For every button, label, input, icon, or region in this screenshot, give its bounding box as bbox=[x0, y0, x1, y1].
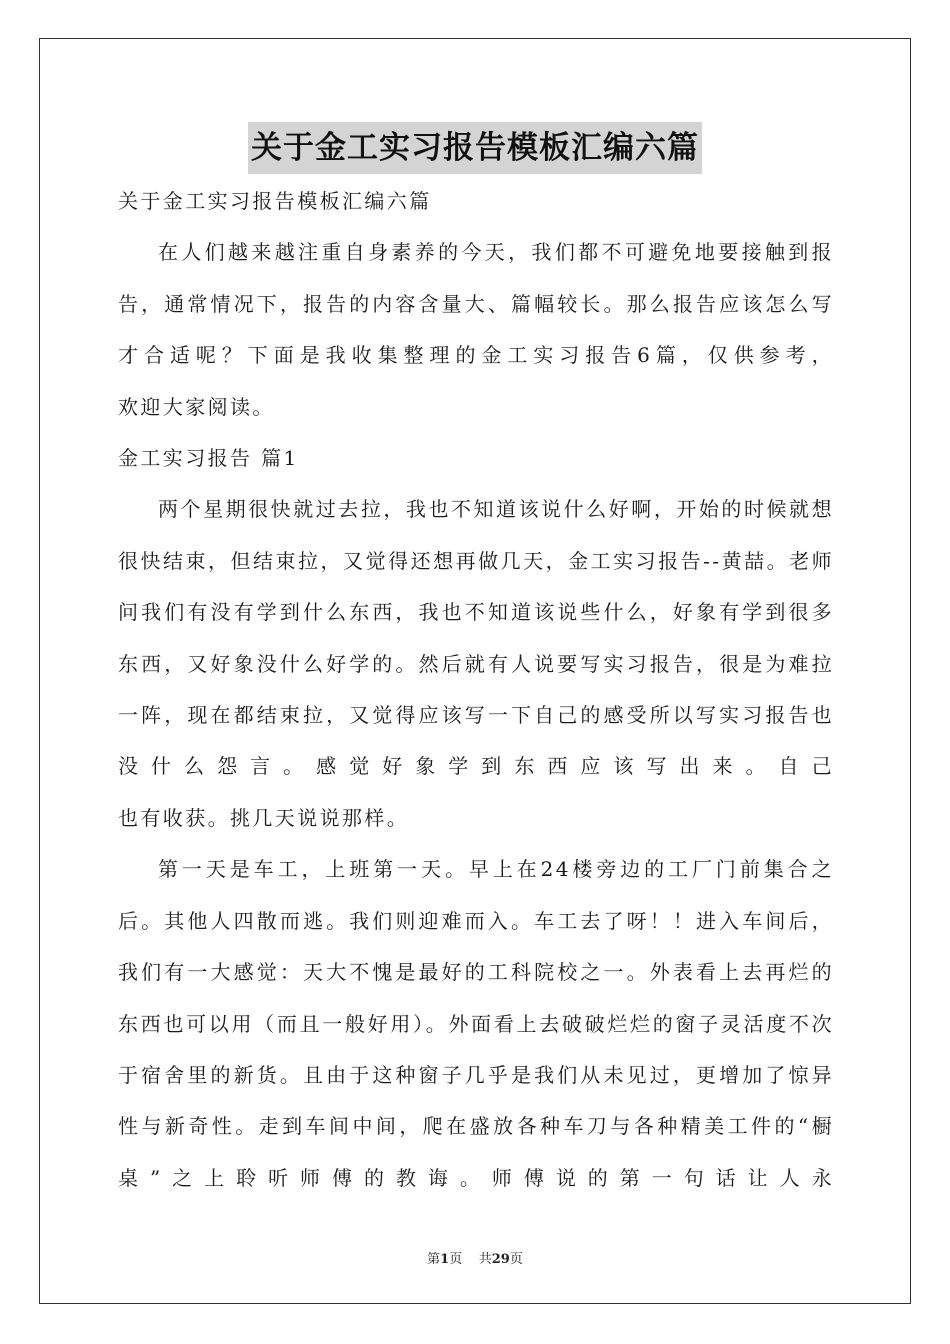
text-line: 两个星期很快就过去拉，我也不知道该说什么好啊，开始的时候 bbox=[158, 497, 790, 522]
document-title-text: 关于金工实习报告模板汇编六篇 bbox=[248, 122, 702, 174]
text-line: 更增加了惊异性与新奇性。走到车间中间，爬在盛放各种车刀与各种 bbox=[118, 1062, 834, 1139]
text-line: 灵活度不次于宿舍里的新货。且由于这种窗子几乎是我们从未见过， bbox=[118, 1011, 834, 1087]
text-line: 也有收获。挑几天说说那样。 bbox=[118, 805, 410, 830]
text-line: 就想很快结束，但结束拉，又觉得还想再做几天，金工实习报告-- bbox=[118, 497, 834, 573]
page-label-suffix: 页 bbox=[449, 1252, 463, 1267]
body-paragraph-1 bbox=[118, 484, 834, 792]
document-subtitle: 关于金工实习报告模板汇编六篇 bbox=[118, 189, 432, 213]
total-pages: 29 bbox=[491, 1252, 510, 1267]
text-line: 告，很是为难拉一阵，现在都结束拉，又觉得应该写一下自己的感受 bbox=[118, 651, 834, 728]
text-line: 所以写实习报告也没什么怨言。感觉好象学到东西应该写出来。自己 bbox=[118, 703, 835, 779]
document-title bbox=[0, 122, 950, 174]
text-line: 精美工件的“橱桌”之上聆听师傅的教诲。师傅说的第一句话让人永 bbox=[118, 1114, 834, 1190]
intro-paragraph bbox=[118, 227, 834, 381]
page-label-prefix: 第 bbox=[427, 1252, 441, 1267]
text-line: 第一天是车工，上班第一天。早上在24楼旁边的工厂门前集合 bbox=[158, 857, 812, 882]
text-line: 么写才合适呢？下面是我收集整理的金工实习报告6篇，仅供参考， bbox=[118, 291, 834, 368]
text-line: 在人们越来越注重自身素养的今天，我们都不可避免地要接触到 bbox=[158, 240, 812, 265]
total-label-suffix: 页 bbox=[509, 1252, 523, 1267]
page-footer bbox=[0, 1248, 950, 1267]
page-number: 1 bbox=[440, 1252, 450, 1267]
text-line: 后，我们有一大感觉：天大不愧是最好的工科院校之一。外表看上去 bbox=[118, 908, 834, 985]
text-line: 之后。其他人四散而逃。我们则迎难而入。车工去了呀！！进入车间 bbox=[118, 857, 834, 933]
section-heading: 金工实习报告 篇1 bbox=[118, 446, 299, 471]
document-body bbox=[118, 176, 834, 1204]
text-line: 黄喆。老师问我们有没有学到什么东西，我也不知道该说些什么，好 bbox=[118, 548, 834, 625]
total-label-prefix: 共 bbox=[478, 1252, 492, 1267]
text-line: 欢迎大家阅读。 bbox=[118, 394, 275, 419]
text-line: 象有学到很多东西，又好象没什么好学的。然后就有人说要写实习报 bbox=[118, 600, 834, 676]
text-line: 报告，通常情况下，报告的内容含量大、篇幅较长。那么报告应该怎 bbox=[118, 240, 834, 316]
text-line: 再烂的东西也可以用（而且一般好用）。外面看上去破破烂烂的窗子 bbox=[118, 960, 834, 1036]
body-paragraph-1-end bbox=[118, 793, 834, 844]
body-paragraph-2 bbox=[118, 844, 834, 1204]
intro-paragraph-end bbox=[118, 382, 834, 433]
